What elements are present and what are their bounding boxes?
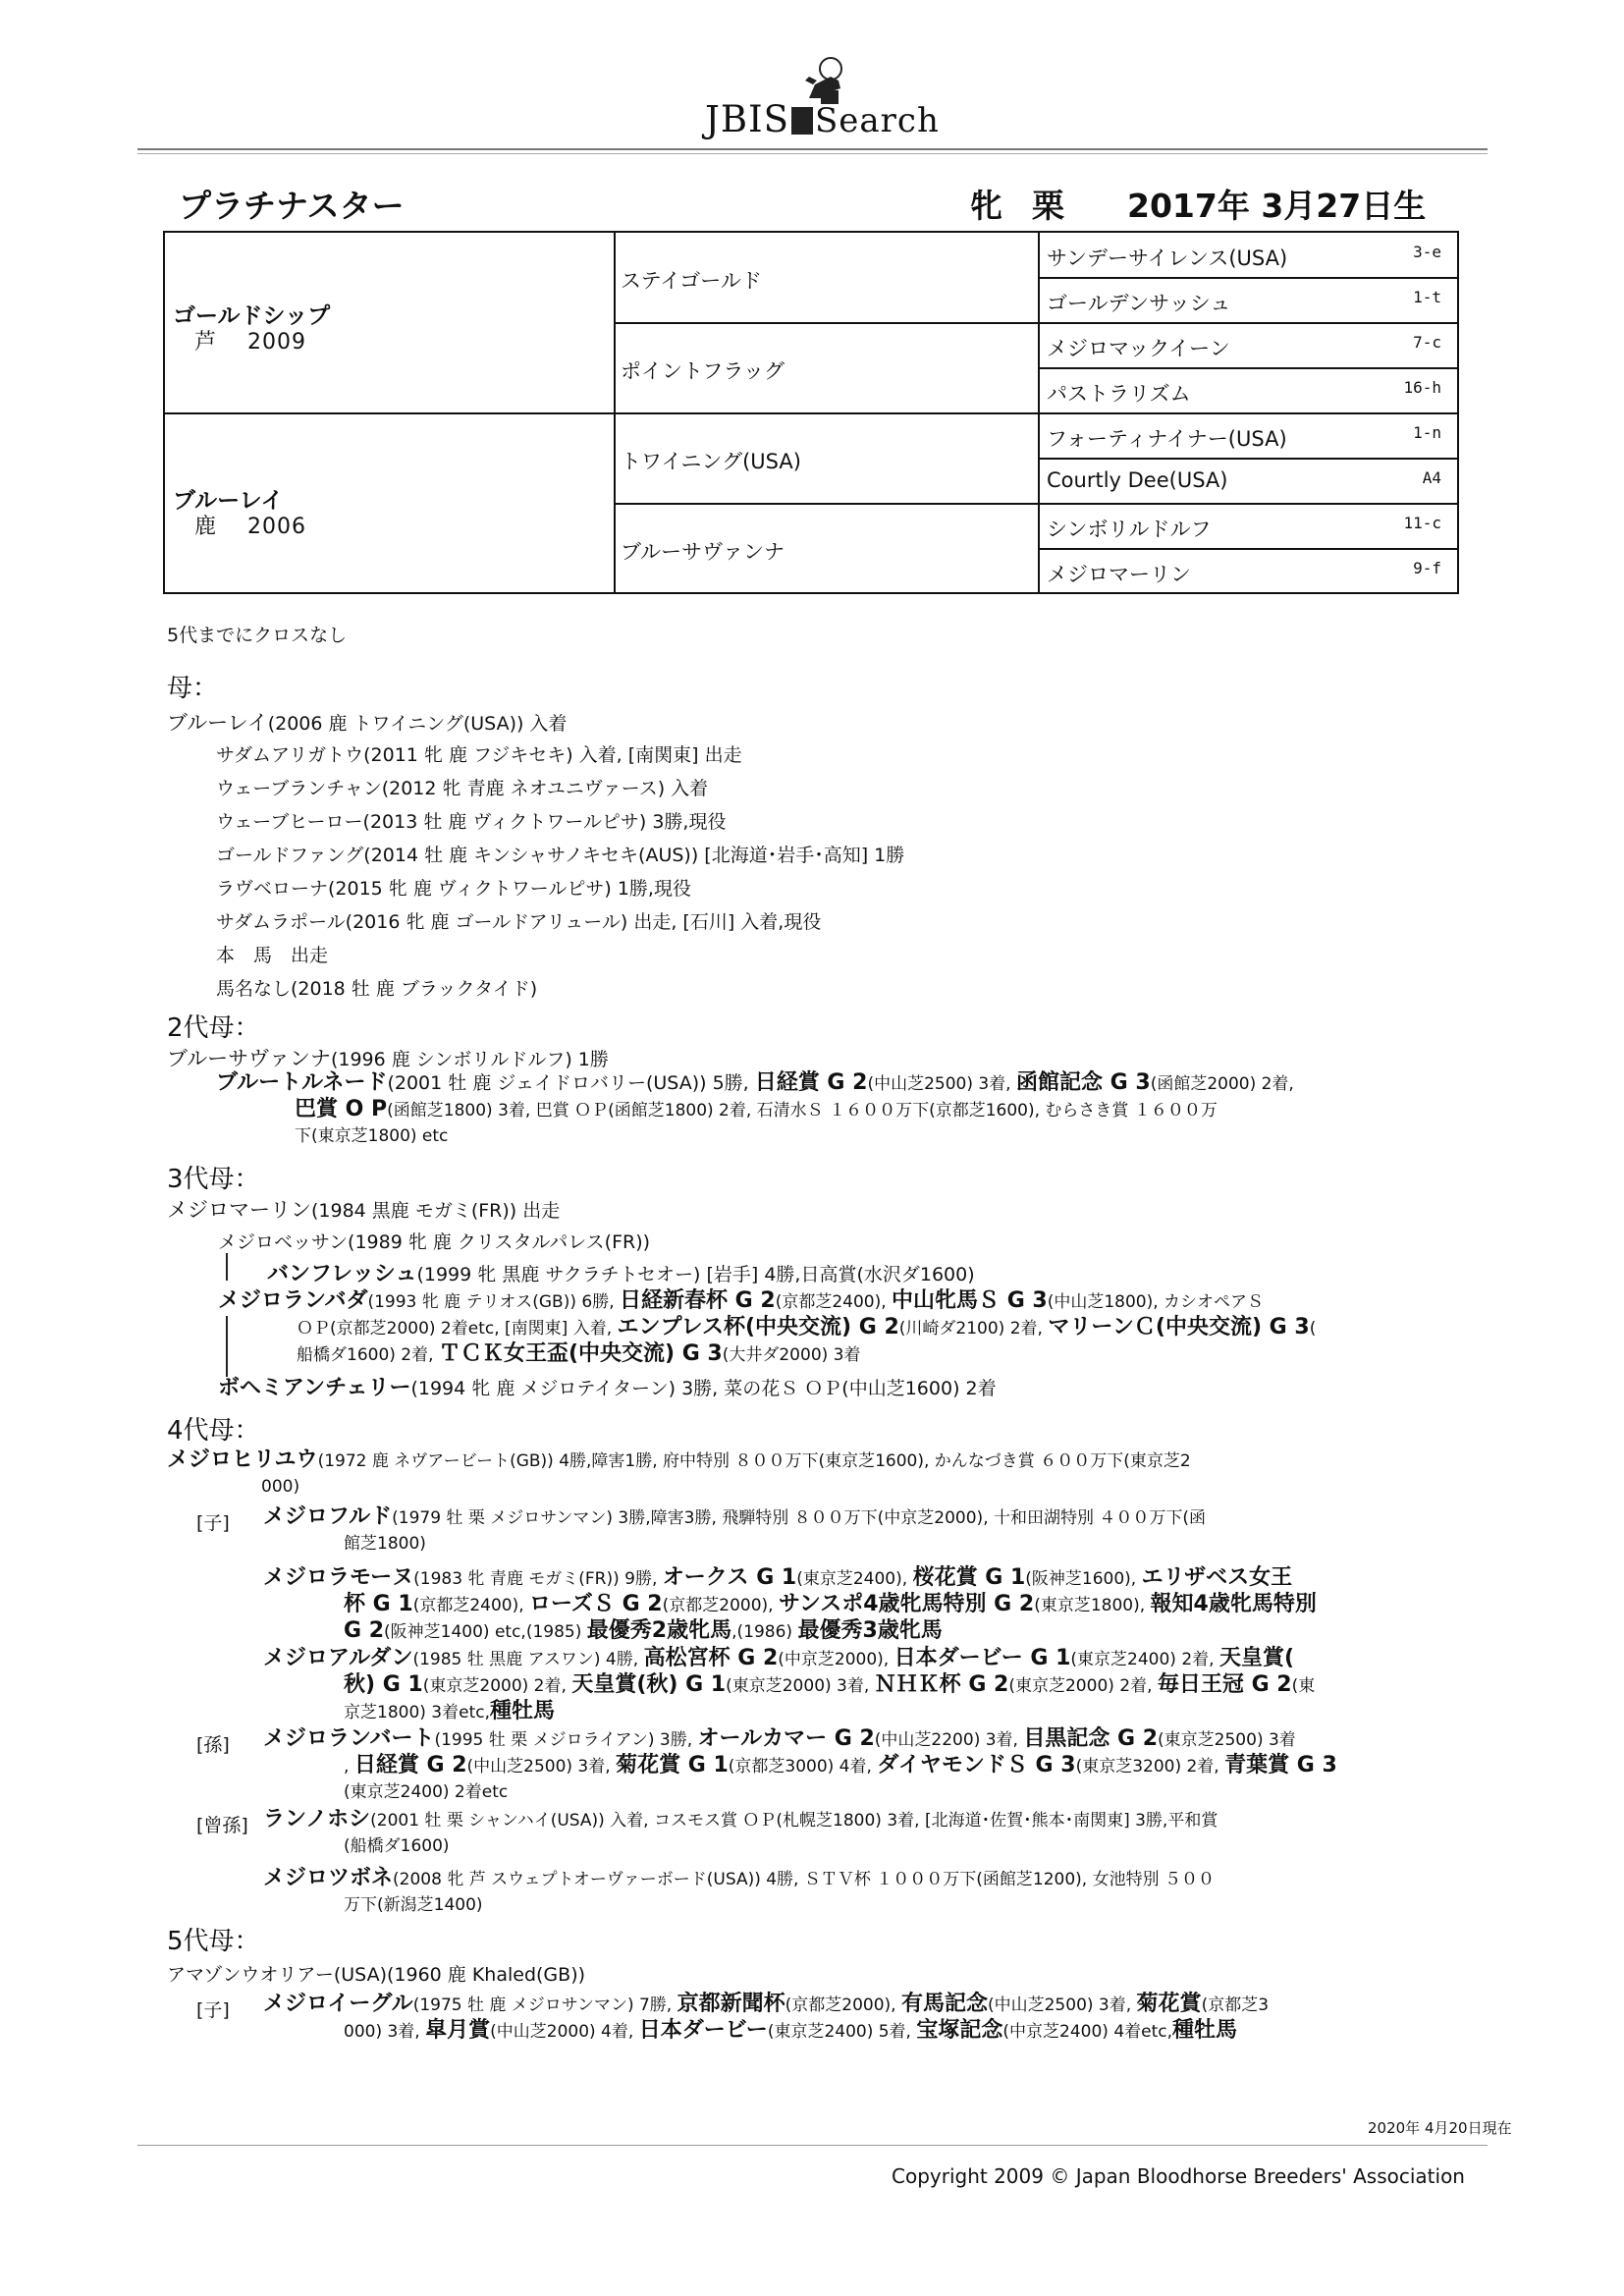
- tag-child: [子]: [196, 1999, 230, 2021]
- g3-ancestor: フォーティナイナー(USA) 1-n: [1047, 423, 1441, 451]
- g3-ancestor: Courtly Dee(USA) A4: [1047, 468, 1441, 492]
- section-heading-g5dam: 5代母：: [167, 1927, 260, 1956]
- lineage-bar: [226, 1253, 228, 1281]
- jbis-search-logo: [687, 55, 943, 143]
- sire-dam: ポイントフラッグ: [621, 359, 785, 383]
- dam-dam: ブルーサヴァンナ: [621, 540, 785, 564]
- g2dam-offspring: ブルートルネード(2001 牡 鹿 ジェイドロバリー(USA)) 5勝, 日経賞 G 2(中山芝2500) 3着, 函館記念 G 3(函館芝2000) 2着, 巴賞 O P(函館芝1800) 3着, 巴賞 ＯＰ(函館芝1800) 2着, 石清水Ｓ １６００万下(京都芝1600), むらさき賞 １６００万 下(東京芝1800) etc: [216, 1070, 1294, 1146]
- section-heading-dam: 母：: [167, 674, 219, 703]
- sire-sire: ステイゴールド: [621, 269, 762, 293]
- cross-note: 5代までにクロスなし: [167, 625, 348, 646]
- dam-offspring: 馬名なし(2018 牡 鹿 ブラックタイド): [216, 978, 538, 1000]
- dam-offspring: ラヴベローナ(2015 牝 鹿 ヴィクトワールピサ) 1勝,現役: [216, 878, 691, 900]
- section-heading-g4dam: 4代母：: [167, 1416, 260, 1446]
- dam-offspring: サダムラポール(2016 牝 鹿 ゴールドアリュール) 出走, [石川] 入着,現役: [216, 911, 822, 933]
- g3-ancestor: シンボリルドルフ 11-c: [1047, 514, 1441, 541]
- dam-name: ブルーレイ: [173, 488, 284, 514]
- tag-great-grandchild: [曾孫]: [196, 1815, 248, 1836]
- g3-ancestor: サンデーサイレンス(USA) 3-e: [1047, 243, 1441, 270]
- g4dam-child: メジロアルダン(1985 牡 黒鹿 アスワン) 4勝, 高松宮杯 G 2(中京芝2000), 日本ダービー G 1(東京芝2400) 2着, 天皇賞( 秋) G 1(東京芝2000) 2着, 天皇賞(秋) G 1(東京芝2000) 3着, ＮＨＫ杯 G 2(東京芝2000) 2着, 毎日王冠 G 2(東 京芝1800) 3着etc,種牡馬: [263, 1646, 1316, 1723]
- g2dam-entry: ブルーサヴァンナ(1996 鹿 シンボリルドルフ) 1勝: [167, 1047, 609, 1070]
- dam-offspring: サダムアリガトウ(2011 牝 鹿 フジキセキ) 入着, [南関東] 出走: [216, 744, 742, 766]
- g4dam-great-grandchild: メジロツボネ(2008 牝 芦 スウェプトオーヴァーボード(USA)) 4勝, ＳＴＶ杯 １０００万下(函館芝1200), 女池特別 ５００ 万下(新潟芝1400): [263, 1866, 1216, 1915]
- header-divider-thin: [137, 153, 1488, 154]
- logo-text: JBIS Search: [705, 98, 940, 140]
- tag-child: [子]: [196, 1512, 230, 1534]
- dam-offspring: ゴールドファング(2014 牡 鹿 キンシャサノキセキ(AUS)) [北海道･岩手･高知] 1勝: [216, 845, 905, 866]
- dam-offspring: 本 馬 出走: [216, 945, 329, 966]
- sire-name: ゴールドシップ: [173, 303, 331, 329]
- horse-birth-date: 2017年 3月27日生: [1127, 187, 1427, 225]
- g3-ancestor: パストラリズム 16-h: [1047, 378, 1441, 406]
- g3-ancestor: メジロマックイーン 7-c: [1047, 333, 1441, 360]
- sire-info: 芦 2009: [194, 330, 306, 355]
- dam-offspring: ウェーブヒーロー(2013 牡 鹿 ヴィクトワールピサ) 3勝,現役: [216, 811, 727, 833]
- g3-ancestor: ゴールデンサッシュ 1-t: [1047, 288, 1441, 315]
- g4dam-great-grandchild: ランノホシ(2001 牡 栗 シャンハイ(USA)) 入着, コスモス賞 ＯＰ(札幌芝1800) 3着, [北海道･佐賀･熊本･南関東] 3勝,平和賞 (船橋ダ1600): [263, 1807, 1218, 1856]
- tag-grandchild: [孫]: [196, 1734, 230, 1756]
- g5dam-child: メジロイーグル(1975 牡 鹿 メジロサンマン) 7勝, 京都新聞杯(京都芝2000), 有馬記念(中山芝2500) 3着, 菊花賞(京都芝3 000) 3着, 皐月賞(中山芝2000) 4着, 日本ダービー(東京芝2400) 5着, 宝塚記念(中京芝2400) 4着etc,種牡馬: [263, 1992, 1270, 2043]
- dam-offspring: ウェーブランチャン(2012 牝 青鹿 ネオユニヴァース) 入着: [216, 778, 709, 799]
- as-of-date: 2020年 4月20日現在: [1368, 2119, 1512, 2137]
- g3-ancestor: メジロマーリン 9-f: [1047, 559, 1441, 586]
- dam-info: 鹿 2006: [194, 515, 306, 539]
- g4dam-grandchild: メジロランバート(1995 牡 栗 メジロライアン) 3勝, オールカマー G 2(中山芝2200) 3着, 目黒記念 G 2(東京芝2500) 3着 , 日経賞 G 2(中山芝2500) 3着, 菊花賞 G 1(京都芝3000) 4着, ダイヤモンドＳ G 3(東京芝3200) 2着, 青葉賞 G 3 (東京芝2400) 2着etc: [263, 1726, 1337, 1802]
- g4dam-child: メジロラモーヌ(1983 牝 青鹿 モガミ(FR)) 9勝, オークス G 1(東京芝2400), 桜花賞 G 1(阪神芝1600), エリザベス女王 杯 G 1(京都芝2400), ローズＳ G 2(京都芝2000), サンスポ4歳牝馬特別 G 2(東京芝1800), 報知4歳牝馬特別 G 2(阪神芝1400) etc,(1985) 最優秀2歳牝馬,(1986) 最優秀3歳牝馬: [263, 1565, 1317, 1643]
- g5dam-entry: アマゾンウオリアー(USA)(1960 鹿 Khaled(GB)): [167, 1964, 586, 1986]
- g4dam-child: メジロフルド(1979 牡 栗 メジロサンマン) 3勝,障害3勝, 飛騨特別 ８００万下(中京芝2000), 十和田湖特別 ４００万下(函 館芝1800): [263, 1504, 1207, 1554]
- section-heading-g2dam: 2代母：: [167, 1013, 260, 1043]
- g3dam-offspring: メジロランバダ(1993 牝 鹿 テリオス(GB)) 6勝, 日経新春杯 G 2(京都芝2400), 中山牝馬Ｓ G 3(中山芝1800), カシオペアＳ ＯＰ(京都芝2000) 2着etc, [南関東] 入着, エンプレス杯(中央交流) G 2(川崎ダ2100) 2着, マリーンＣ(中央交流) G 3( 船橋ダ1600) 2着, ＴＣＫ女王盃(中央交流) G 3(大井ダ2000) 3着: [218, 1288, 1317, 1366]
- footer-divider: [137, 2145, 1488, 2146]
- g4dam-entry: メジロヒリユウ(1972 鹿 ネヴアービート(GB)) 4勝,障害1勝, 府中特別 ８００万下(東京芝1600), かんなづき賞 ６００万下(東京芝2 000): [167, 1448, 1191, 1497]
- dam-sire: トワイニング(USA): [621, 450, 801, 473]
- g3dam-offspring: メジロベッサン(1989 牝 鹿 クリスタルパレス(FR)): [218, 1231, 651, 1253]
- pedigree-table: [163, 231, 1459, 594]
- g3dam-offspring: ボヘミアンチェリー(1994 牝 鹿 メジロテイターン) 3勝, 菜の花Ｓ ＯＰ(中山芝1600) 2着: [218, 1376, 997, 1400]
- dam-entry: ブルーレイ(2006 鹿 トワイニング(USA)) 入着: [167, 711, 568, 735]
- copyright: Copyright 2009 © Japan Bloodhorse Breeders' Association: [892, 2164, 1465, 2188]
- horse-name: プラチナスター: [179, 187, 405, 225]
- header-divider: [137, 148, 1488, 150]
- section-heading-g3dam: 3代母：: [167, 1165, 260, 1194]
- g3dam-grand-offspring: バンフレッシュ(1999 牝 黒鹿 サクラチトセオー) [岩手] 4勝,日高賞(水沢ダ1600): [267, 1262, 975, 1286]
- horse-sex-color: 牝栗: [970, 187, 1094, 225]
- g3dam-entry: メジロマーリン(1984 黒鹿 モガミ(FR)) 出走: [167, 1198, 561, 1222]
